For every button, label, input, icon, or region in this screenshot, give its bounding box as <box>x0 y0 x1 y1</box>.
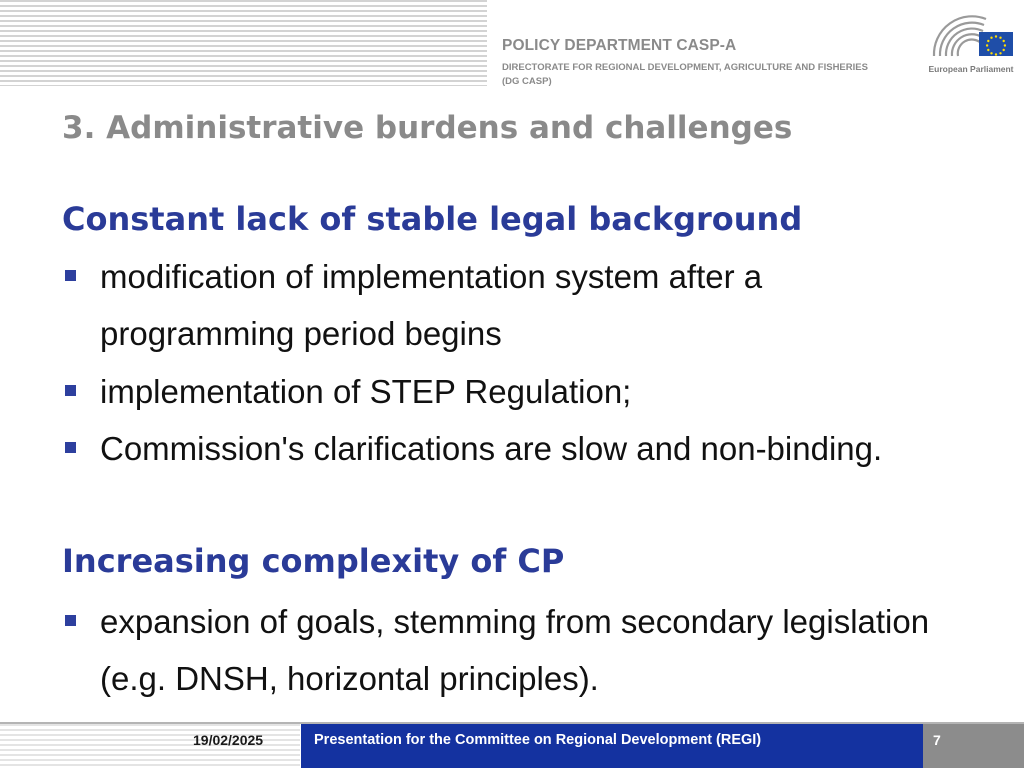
bullet-item-commission-clarifications <box>62 420 962 477</box>
directorate-line-1: DIRECTORATE FOR REGIONAL DEVELOPMENT, AGRICULTURE AND FISHERIES <box>502 62 868 73</box>
slide-title: 3. Administrative burdens and challenges <box>62 110 793 146</box>
bullet-text: implementation of STEP Regulation; <box>100 373 632 410</box>
bullet-text: expansion of goals, stemming from secondary legislation (e.g. DNSH, horizontal principles). <box>100 603 930 697</box>
footer-title-bar <box>301 724 923 768</box>
square-bullet-icon <box>65 615 76 626</box>
footer-presentation-title: Presentation for the Committee on Regional Development (REGI) <box>314 732 762 748</box>
bullet-text: Commission's clarifications are slow and non-binding. <box>100 430 883 467</box>
footer-date: 19/02/2025 <box>193 732 264 748</box>
european-parliament-logo-icon <box>926 12 1016 64</box>
european-parliament-logo <box>926 12 1016 78</box>
page-number: 7 <box>933 732 941 748</box>
bullet-item-expansion-of-goals <box>62 593 962 707</box>
bullet-text: modification of implementation system after a programming period begins <box>100 258 763 352</box>
directorate-subtitle <box>502 61 902 89</box>
section-heading-complexity: Increasing complexity of CP <box>62 542 565 580</box>
section-heading-legal-background: Constant lack of stable legal background <box>62 200 803 238</box>
directorate-line-2: (DG CASP) <box>502 76 552 87</box>
bullet-item-step-regulation <box>62 363 962 420</box>
square-bullet-icon <box>65 442 76 453</box>
header-decorative-stripes <box>0 0 487 86</box>
footer-page-box <box>923 724 1024 768</box>
logo-caption: European Parliament <box>928 64 1014 74</box>
square-bullet-icon <box>65 385 76 396</box>
square-bullet-icon <box>65 270 76 281</box>
department-title: POLICY DEPARTMENT CASP-A <box>502 37 737 54</box>
bullet-item-modification <box>62 248 962 362</box>
